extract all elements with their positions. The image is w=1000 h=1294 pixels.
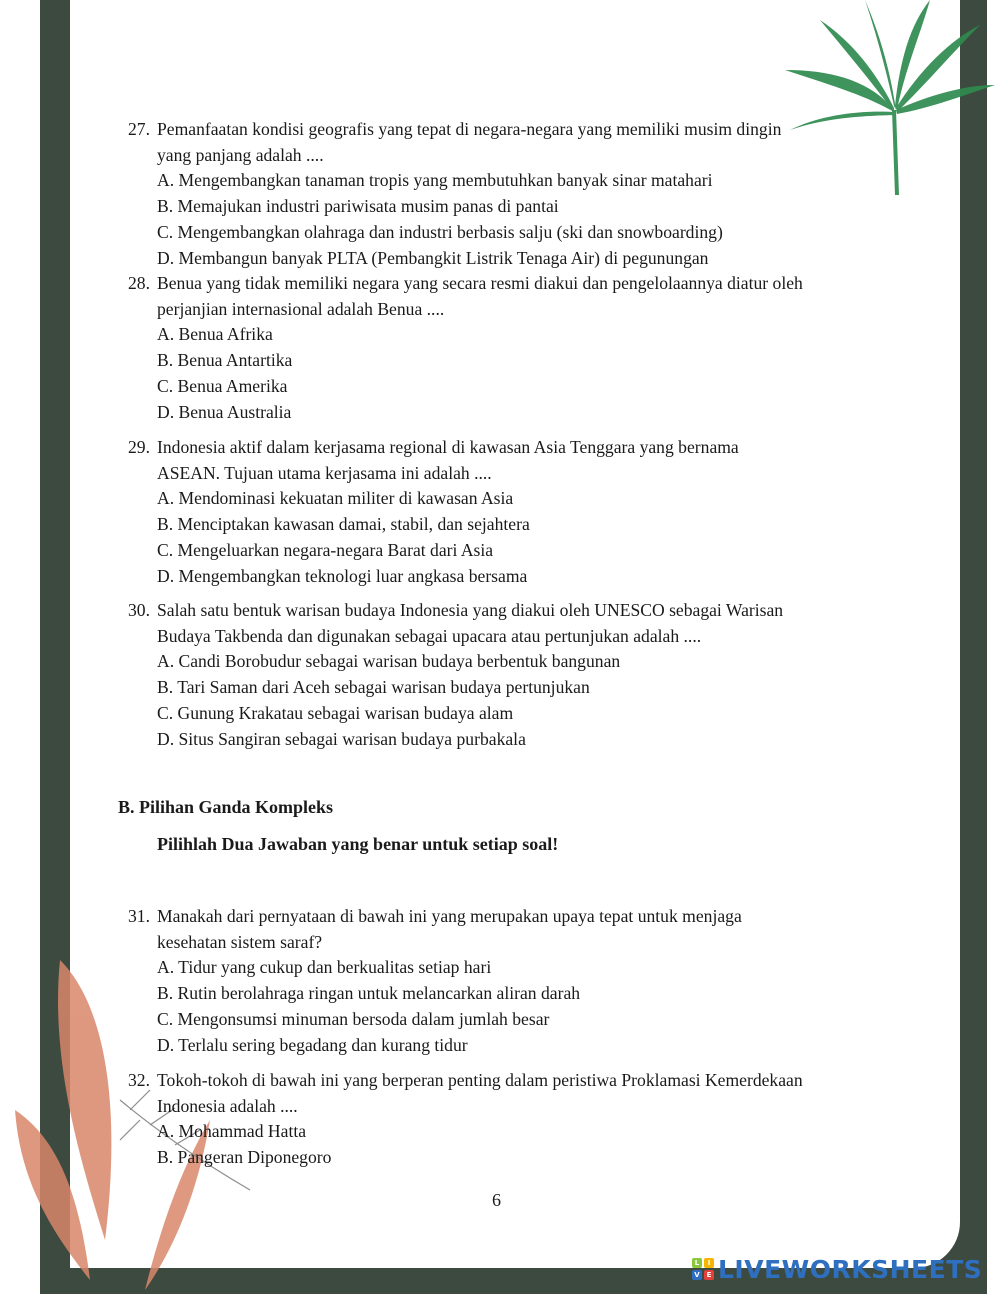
question-stem-line: Pemanfaatan kondisi geografis yang tepat di negara-negara yang memiliki musim dingin — [157, 119, 782, 139]
logo-cell: L — [692, 1258, 702, 1268]
question-number: 30. — [128, 600, 150, 620]
question-number: 27. — [128, 119, 150, 139]
section-b-instruction: Pilihlah Dua Jawaban yang benar untuk setiap soal! — [157, 834, 559, 854]
question-stem-line: Benua yang tidak memiliki negara yang secara resmi diakui dan pengelolaannya diatur oleh — [157, 273, 803, 293]
question-28 — [128, 271, 898, 425]
question-number: 31. — [128, 906, 150, 926]
option-c[interactable]: C. Benua Amerika — [157, 375, 288, 396]
logo-cell: I — [704, 1258, 714, 1268]
option-d[interactable]: D. Mengembangkan teknologi luar angkasa bersama — [157, 565, 528, 586]
option-b[interactable]: B. Memajukan industri pariwisata musim panas di pantai — [157, 196, 559, 217]
question-32 — [128, 1068, 898, 1171]
question-stem-line: Tokoh-tokoh di bawah ini yang berperan penting dalam peristiwa Proklamasi Kemerdekaan — [157, 1070, 803, 1090]
question-stem-line: Budaya Takbenda dan digunakan sebagai upacara atau pertunjukan adalah .... — [157, 625, 702, 646]
question-stem-line: Indonesia adalah .... — [157, 1095, 298, 1116]
logo-grid-icon — [692, 1258, 714, 1280]
option-a[interactable]: A. Mohammad Hatta — [157, 1121, 307, 1142]
page-number: 6 — [492, 1190, 501, 1210]
option-b[interactable]: B. Menciptakan kawasan damai, stabil, dan sejahtera — [157, 514, 530, 535]
option-b[interactable]: B. Benua Antartika — [157, 350, 293, 371]
question-31 — [128, 904, 898, 1058]
option-a[interactable]: A. Candi Borobudur sebagai warisan budaya berbentuk bangunan — [157, 651, 621, 672]
logo-cell: E — [704, 1270, 714, 1280]
question-stem-line: kesehatan sistem saraf? — [157, 931, 323, 952]
option-c[interactable]: C. Gunung Krakatau sebagai warisan budaya alam — [157, 702, 514, 723]
question-stem-line: Indonesia aktif dalam kerjasama regional di kawasan Asia Tenggara yang bernama — [157, 437, 739, 457]
question-stem-line: perjanjian internasional adalah Benua .... — [157, 298, 445, 319]
question-number: 32. — [128, 1070, 150, 1090]
question-number: 29. — [128, 437, 150, 457]
question-27 — [128, 117, 898, 271]
logo-cell: V — [692, 1270, 702, 1280]
liveworksheets-logo — [692, 1254, 982, 1284]
option-d[interactable]: D. Terlalu sering begadang dan kurang tidur — [157, 1034, 468, 1055]
question-number: 28. — [128, 273, 150, 293]
question-stem-line: Manakah dari pernyataan di bawah ini yang merupakan upaya tepat untuk menjaga — [157, 906, 742, 926]
option-c[interactable]: C. Mengonsumsi minuman bersoda dalam jumlah besar — [157, 1008, 550, 1029]
option-c[interactable]: C. Mengeluarkan negara-negara Barat dari Asia — [157, 539, 494, 560]
question-30 — [128, 598, 898, 752]
option-b[interactable]: B. Rutin berolahraga ringan untuk melancarkan aliran darah — [157, 983, 581, 1004]
option-a[interactable]: A. Tidur yang cukup dan berkualitas setiap hari — [157, 957, 492, 978]
option-d[interactable]: D. Benua Australia — [157, 401, 292, 422]
option-c[interactable]: C. Mengembangkan olahraga dan industri berbasis salju (ski dan snowboarding) — [157, 221, 723, 242]
option-d[interactable]: D. Membangun banyak PLTA (Pembangkit Listrik Tenaga Air) di pegunungan — [157, 247, 709, 268]
section-b-title: B. Pilihan Ganda Kompleks — [118, 797, 334, 817]
option-a[interactable]: A. Mendominasi kekuatan militer di kawasan Asia — [157, 488, 514, 509]
question-stem-line: ASEAN. Tujuan utama kerjasama ini adalah .... — [157, 462, 492, 483]
option-a[interactable]: A. Benua Afrika — [157, 324, 273, 345]
option-d[interactable]: D. Situs Sangiran sebagai warisan budaya purbakala — [157, 728, 526, 749]
option-b[interactable]: B. Pangeran Diponegoro — [157, 1147, 332, 1168]
logo-text: LIVEWORKSHEETS — [718, 1254, 983, 1284]
question-stem-line: Salah satu bentuk warisan budaya Indonesia yang diakui oleh UNESCO sebagai Warisan — [157, 600, 784, 620]
question-stem-line: yang panjang adalah .... — [157, 144, 324, 165]
option-b[interactable]: B. Tari Saman dari Aceh sebagai warisan budaya pertunjukan — [157, 677, 590, 698]
question-29 — [128, 435, 898, 589]
option-a[interactable]: A. Mengembangkan tanaman tropis yang membutuhkan banyak sinar matahari — [157, 170, 713, 191]
